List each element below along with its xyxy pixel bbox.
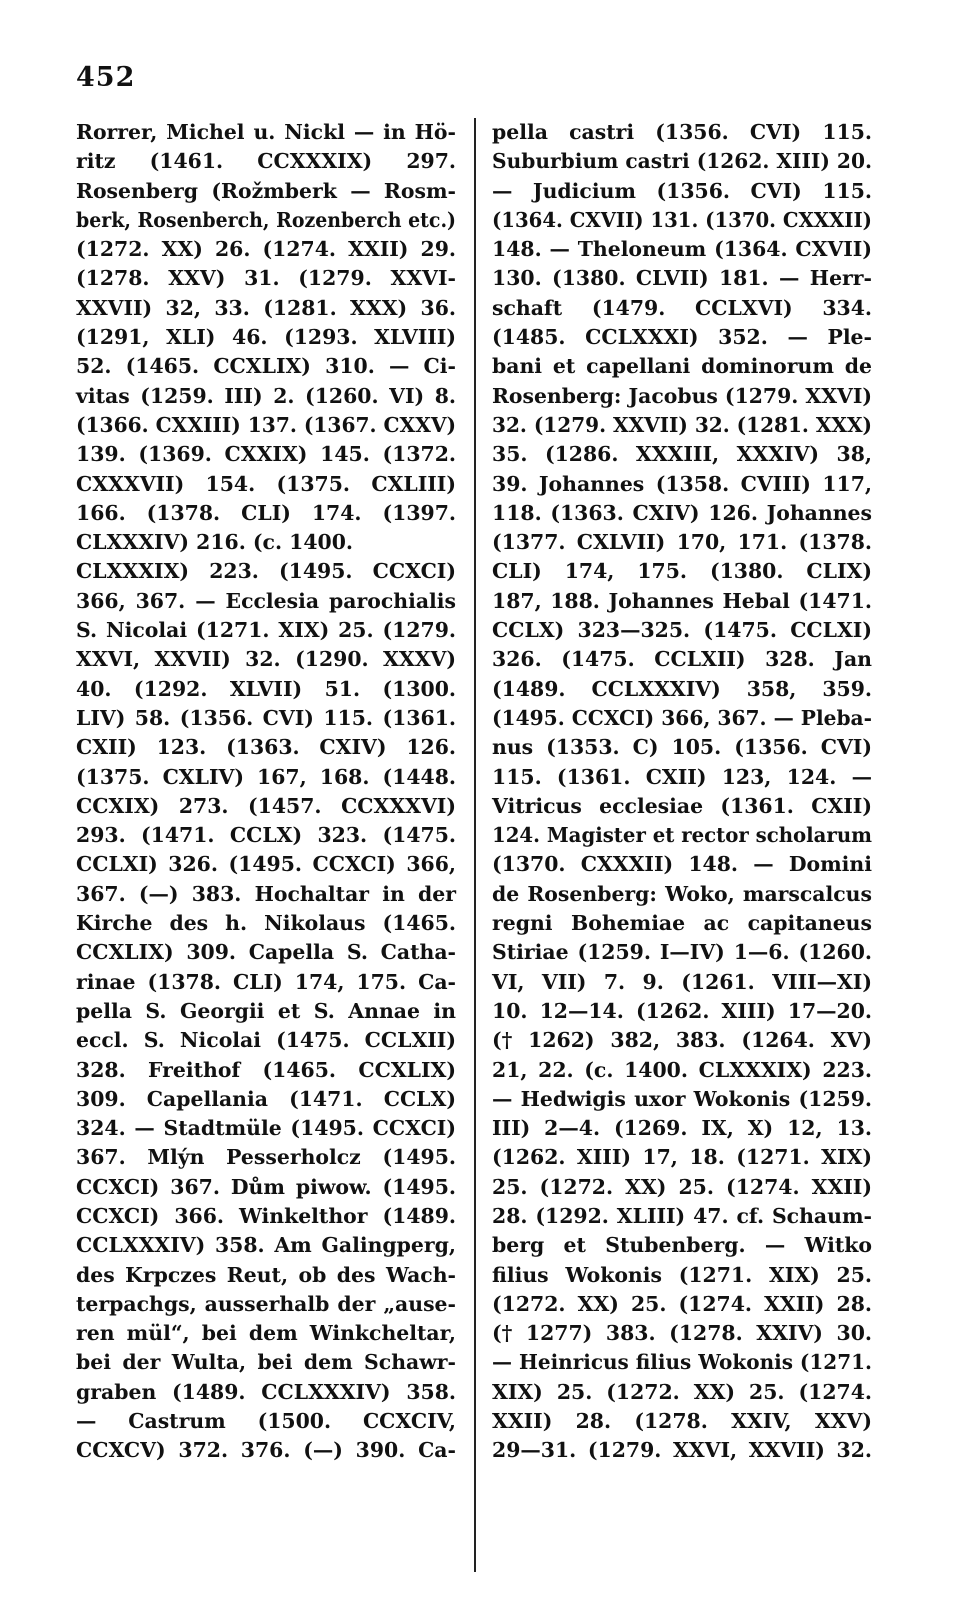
index-line: 293. (1471. CCLX) 323. (1475.: [76, 823, 456, 848]
index-line: 28. (1292. XLIII) 47. cf. Schaum-: [492, 1203, 872, 1228]
index-line: Stiriae (1259. I—IV) 1—6. (1260.: [492, 940, 872, 965]
index-line: Rorrer, Michel u. Nickl — in Hö-: [76, 120, 456, 144]
index-line: CCXLIX) 309. Capella S. Catha-: [76, 940, 456, 965]
index-line: graben (1489. CCLXXXIV) 358.: [76, 1379, 456, 1404]
index-line: 124. Magister et rector scholarum: [492, 823, 872, 848]
index-line: (1272. XX) 26. (1274. XXII) 29.: [76, 237, 456, 262]
index-line: CCLXXXIV) 358. Am Galingperg,: [76, 1233, 456, 1258]
index-line: 32. (1279. XXVII) 32. (1281. XXX): [492, 412, 872, 437]
index-line: CLI) 174, 175. (1380. CLIX): [492, 559, 872, 584]
column-divider: [474, 118, 476, 1572]
left-column: [76, 118, 456, 1466]
index-line: 115. (1361. CXII) 123, 124. —: [492, 764, 872, 789]
index-line: (1485. CCLXXXI) 352. — Ple-: [492, 325, 872, 350]
index-line: CCXCI) 366. Winkelthor (1489.: [76, 1203, 456, 1228]
index-line: Rosenberg: Jacobus (1279. XXVI): [492, 383, 872, 408]
index-line: 324. — Stadtmüle (1495. CCXCI): [76, 1116, 456, 1141]
index-line: 328. Freithof (1465. CCXLIX): [76, 1057, 456, 1082]
index-line: (1278. XXV) 31. (1279. XXVI-: [76, 266, 456, 291]
index-line: CCLX) 323—325. (1475. CCLXI): [492, 618, 872, 643]
index-line: 367. (—) 383. Hochaltar in der: [76, 881, 456, 906]
index-line: de Rosenberg: Woko, marscalcus: [492, 881, 872, 906]
index-line: — Judicium (1356. CVI) 115.: [492, 178, 872, 203]
index-line: bani et capellani dominorum de: [492, 354, 872, 379]
index-line: 29—31. (1279. XXVI, XXVII) 32.: [492, 1438, 872, 1463]
right-column: [492, 118, 872, 1466]
index-line: — Heinricus filius Wokonis (1271.: [492, 1350, 872, 1375]
index-line: 326. (1475. CCLXII) 328. Jan: [492, 647, 872, 672]
index-line: eccl. S. Nicolai (1475. CCLXII): [76, 1028, 456, 1053]
index-line: 367. Mlýn Pesserholcz (1495.: [76, 1145, 456, 1170]
index-line: XXVI, XXVII) 32. (1290. XXXV): [76, 647, 456, 672]
index-line: Suburbium castri (1262. XIII) 20.: [492, 149, 872, 174]
index-line: LIV) 58. (1356. CVI) 115. (1361.: [76, 705, 456, 730]
index-line: (1495. CCXCI) 366, 367. — Pleba-: [492, 705, 872, 730]
index-line: des Krpczes Reut, ob des Wach-: [76, 1262, 456, 1287]
index-line: berg et Stubenberg. — Witko: [492, 1233, 872, 1258]
index-line: 148. — Theloneum (1364. CXVII): [492, 237, 872, 262]
index-line: 118. (1363. CXIV) 126. Johannes: [492, 500, 872, 525]
index-line: CCXIX) 273. (1457. CCXXXVI): [76, 793, 456, 818]
index-line: CCXCV) 372. 376. (—) 390. Ca-: [76, 1438, 456, 1463]
index-line: 52. (1465. CCXLIX) 310. — Ci-: [76, 354, 456, 379]
index-line: schaft (1479. CCLXVI) 334.: [492, 295, 872, 320]
index-line: (1377. CXLVII) 170, 171. (1378.: [492, 530, 872, 555]
index-line: terpachgs, ausserhalb der „ause-: [76, 1291, 456, 1316]
index-line: († 1277) 383. (1278. XXIV) 30.: [492, 1321, 872, 1346]
index-line: (1262. XIII) 17, 18. (1271. XIX): [492, 1145, 872, 1170]
index-line: CXXXVII) 154. (1375. CXLIII): [76, 471, 456, 496]
index-line: vitas (1259. III) 2. (1260. VI) 8.: [76, 383, 456, 408]
index-line: pella castri (1356. CVI) 115.: [492, 120, 872, 144]
index-line: (1370. CXXXII) 148. — Domini: [492, 852, 872, 877]
index-line: S. Nicolai (1271. XIX) 25. (1279.: [76, 618, 456, 643]
index-line: CLXXXIV) 216. (c. 1400.: [76, 530, 354, 555]
index-line: 39. Johannes (1358. CVIII) 117,: [492, 471, 872, 496]
index-line: Rosenberg (Rožmberk — Rosm-: [76, 178, 456, 203]
index-line: (1272. XX) 25. (1274. XXII) 28.: [492, 1291, 872, 1316]
page-number: 452: [76, 62, 136, 93]
index-line: rinae (1378. CLI) 174, 175. Ca-: [76, 969, 456, 994]
index-line: XXVII) 32, 33. (1281. XXX) 36.: [76, 295, 456, 320]
index-line: bei der Wulta, bei dem Schawr-: [76, 1350, 456, 1375]
index-line: 21, 22. (c. 1400. CLXXXIX) 223.: [492, 1057, 872, 1082]
index-line: berk, Rosenberch, Rozenberch etc.): [76, 207, 456, 232]
index-line: 25. (1272. XX) 25. (1274. XXII): [492, 1174, 872, 1199]
index-line: — Hedwigis uxor Wokonis (1259.: [492, 1086, 872, 1111]
index-line: (1364. CXVII) 131. (1370. CXXXII): [492, 207, 872, 232]
index-line: pella S. Georgii et S. Annae in: [76, 998, 456, 1023]
index-line: 10. 12—14. (1262. XIII) 17—20.: [492, 998, 872, 1023]
index-line: († 1262) 382, 383. (1264. XV): [492, 1028, 872, 1053]
index-line: regni Bohemiae ac capitaneus: [492, 911, 872, 936]
index-line: 187, 188. Johannes Hebal (1471.: [492, 588, 872, 613]
index-line: 130. (1380. CLVII) 181. — Herr-: [492, 266, 872, 291]
index-line: (1291, XLI) 46. (1293. XLVIII): [76, 325, 456, 350]
index-line: ritz (1461. CCXXXIX) 297.: [76, 149, 456, 174]
index-line: ren mül“, bei dem Winkcheltar,: [76, 1321, 456, 1346]
index-line: Vitricus ecclesiae (1361. CXII): [492, 793, 872, 818]
index-line: VI, VII) 7. 9. (1261. VIII—XI): [492, 969, 872, 994]
index-line: CCLXI) 326. (1495. CCXCI) 366,: [76, 852, 456, 877]
index-line: XIX) 25. (1272. XX) 25. (1274.: [492, 1379, 872, 1404]
index-line: Kirche des h. Nikolaus (1465.: [76, 911, 456, 936]
index-line: nus (1353. C) 105. (1356. CVI): [492, 735, 872, 760]
index-line: 166. (1378. CLI) 174. (1397.: [76, 500, 456, 525]
index-line: XXII) 28. (1278. XXIV, XXV): [492, 1409, 872, 1434]
index-line: CXII) 123. (1363. CXIV) 126.: [76, 735, 456, 760]
index-line: 366, 367. — Ecclesia parochialis: [76, 588, 456, 613]
index-line: — Castrum (1500. CCXCIV,: [76, 1409, 456, 1434]
index-line: CCXCI) 367. Dům piwow. (1495.: [76, 1174, 456, 1199]
index-line: 40. (1292. XLVII) 51. (1300.: [76, 676, 456, 701]
index-line: 35. (1286. XXXIII, XXXIV) 38,: [492, 442, 872, 467]
index-line: III) 2—4. (1269. IX, X) 12, 13.: [492, 1116, 872, 1141]
index-line: CLXXXIX) 223. (1495. CCXCI): [76, 559, 456, 584]
index-line: (1375. CXLIV) 167, 168. (1448.: [76, 764, 456, 789]
index-line: 139. (1369. CXXIX) 145. (1372.: [76, 442, 456, 467]
index-line: filius Wokonis (1271. XIX) 25.: [492, 1262, 872, 1287]
index-line: (1366. CXXIII) 137. (1367. CXXV): [76, 412, 456, 437]
index-line: 309. Capellania (1471. CCLX): [76, 1086, 456, 1111]
index-line: (1489. CCLXXXIV) 358, 359.: [492, 676, 872, 701]
